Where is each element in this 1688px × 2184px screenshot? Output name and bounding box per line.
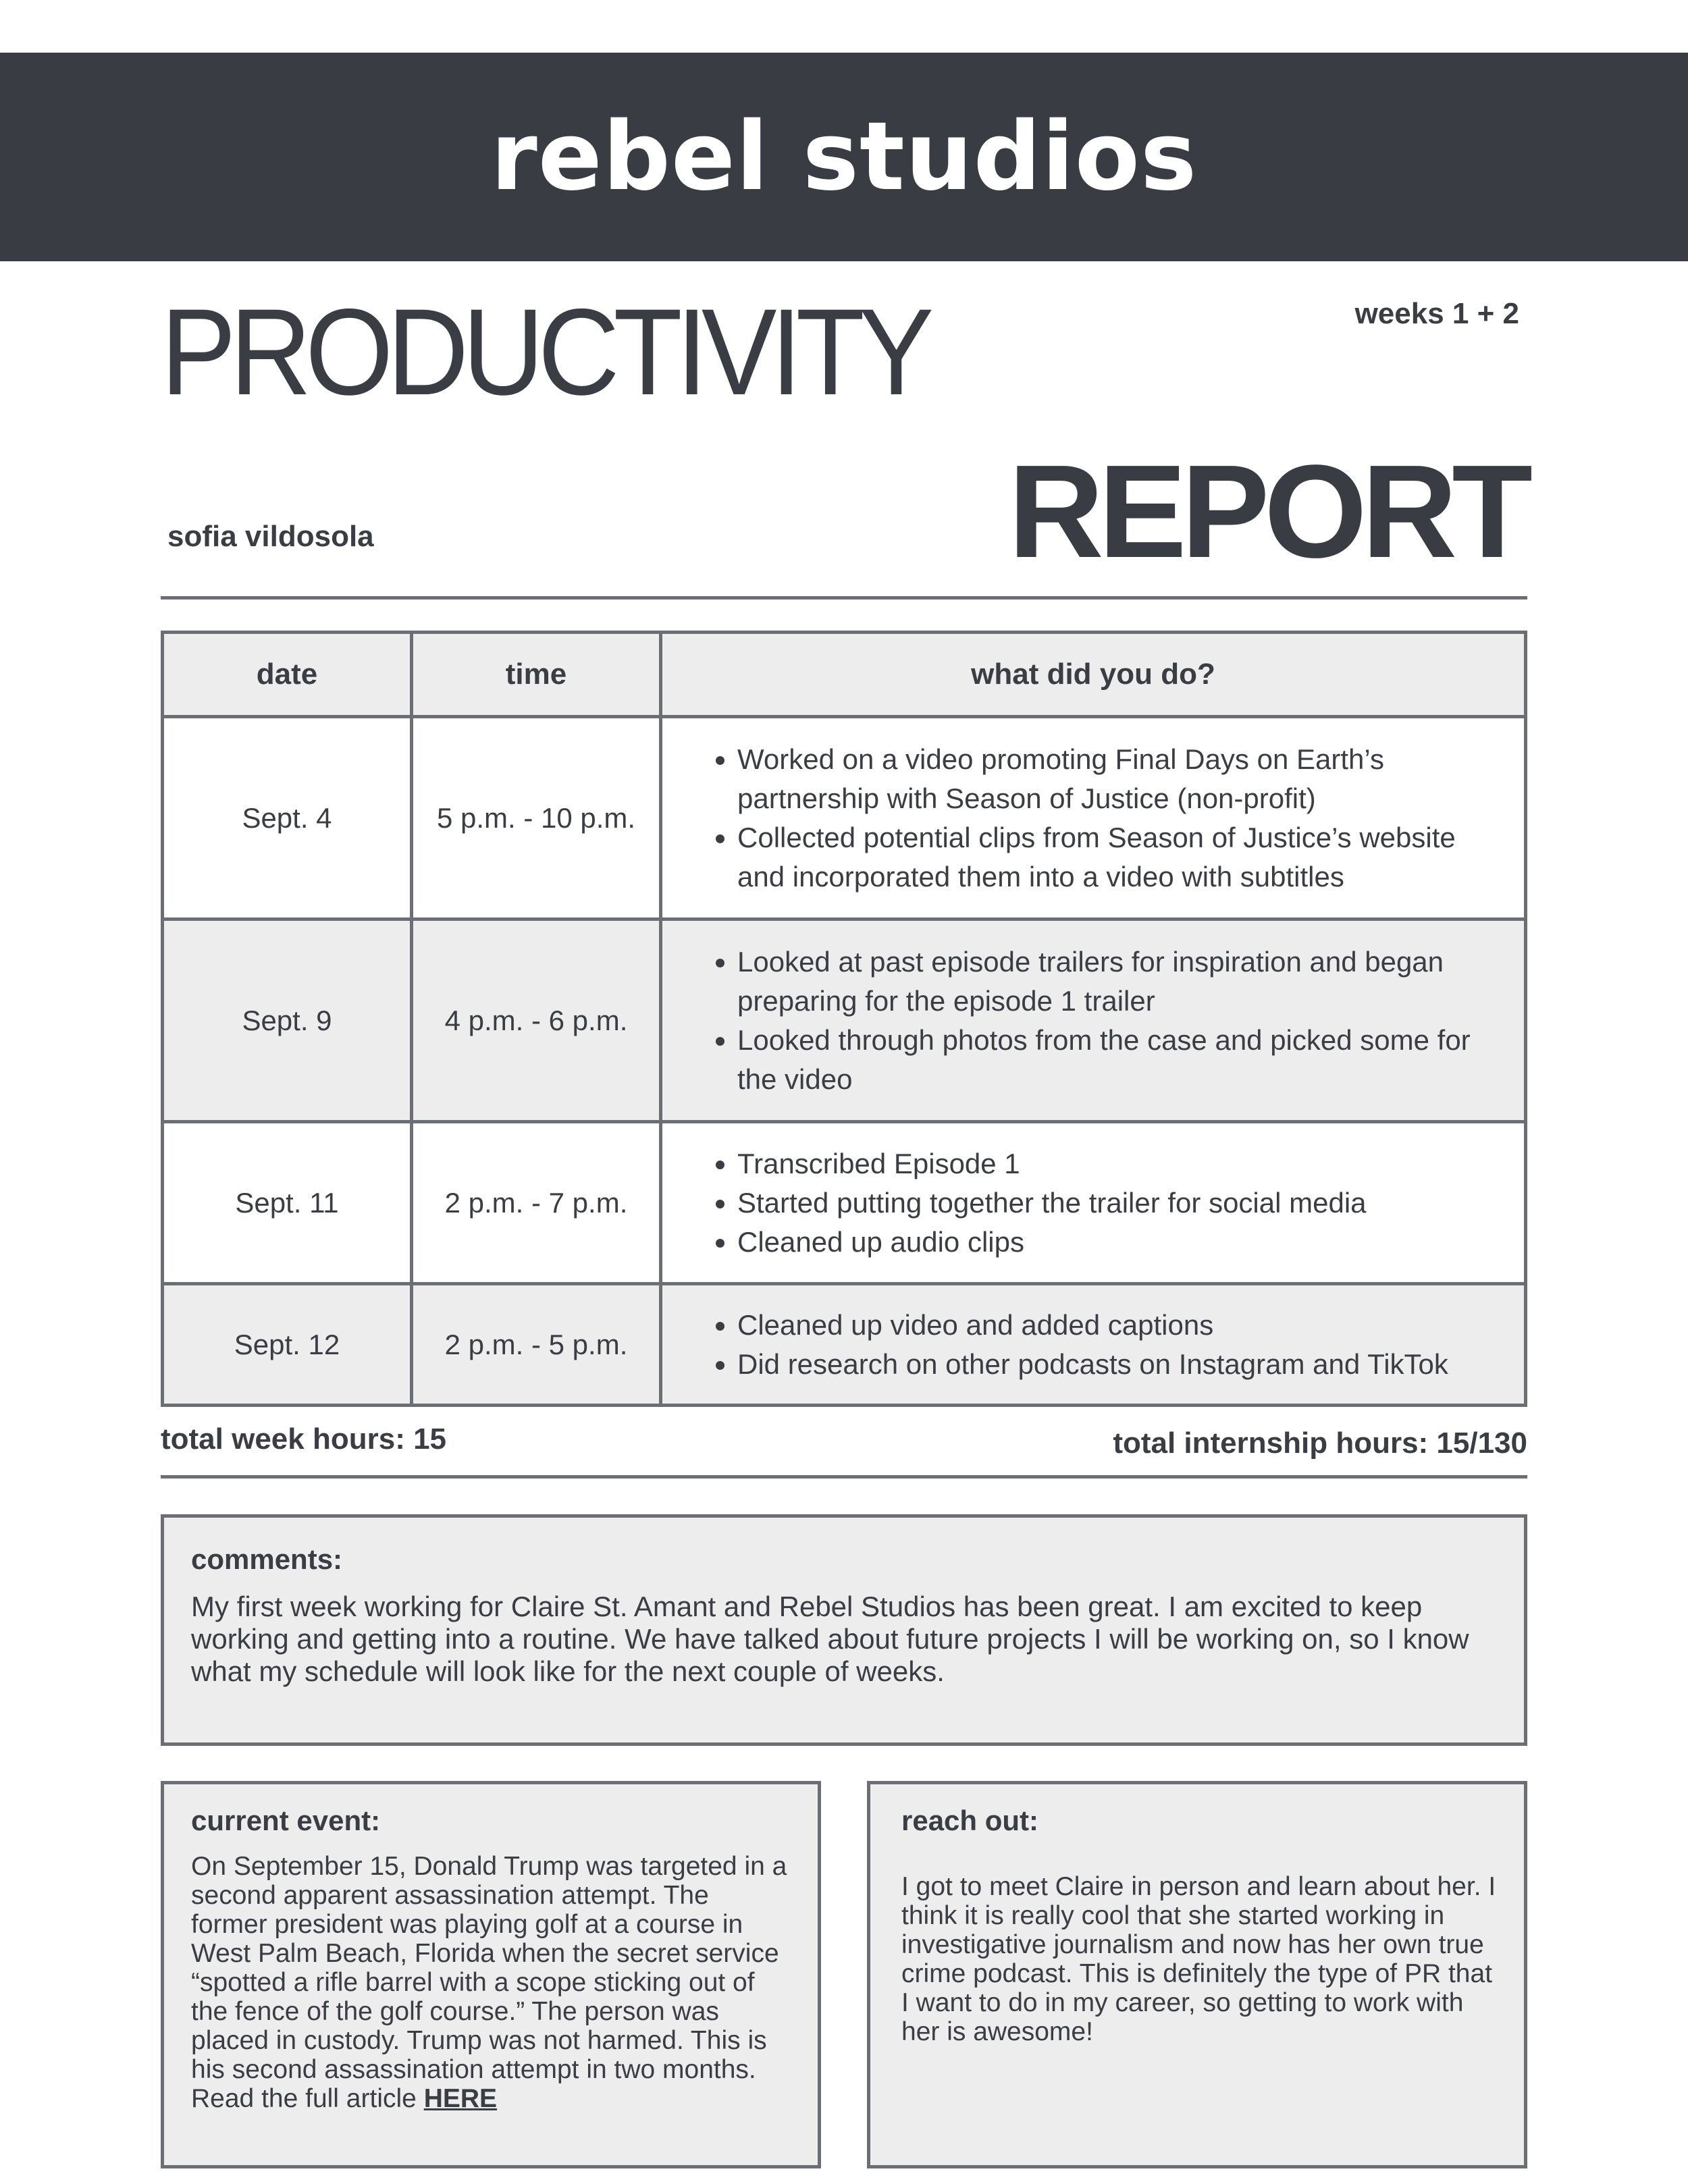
current-event-heading: current event:: [191, 1805, 381, 1836]
comments-heading: comments:: [191, 1543, 343, 1575]
task-item: • Looked at past episode trailers for inspiration and began preparing for the episode 1 trailer: [737, 942, 1523, 1021]
report-title-productivity: PRODUCTIVITY: [161, 283, 928, 421]
column-header-tasks: what did you do?: [661, 633, 1526, 717]
table-header-row: [163, 633, 1526, 717]
brand-title: rebel studios: [490, 102, 1198, 212]
task-item: • Started putting together the trailer for social media: [737, 1183, 1523, 1223]
weeks-label: weeks 1 + 2: [1354, 297, 1519, 330]
task-item: • Worked on a video promoting Final Days on Earth’s partnership with Season of Justice (non-profit): [737, 740, 1523, 818]
row-tasks: [661, 1122, 1526, 1284]
row-time: 4 p.m. - 6 p.m.: [412, 920, 661, 1122]
divider-top: [161, 596, 1527, 600]
row-date: Sept. 12: [163, 1284, 412, 1406]
current-event-text: On September 15, Donald Trump was targeted in a second apparent assassination attempt. The former president was playing golf at a course in West Palm Beach, Florida when the secret service “spotted a rifle barrel with a scope sticking out of the fence of the golf course.” The person was placed in custody. Trump was not harmed. This is his second assassination attempt in two months.: [191, 1852, 787, 2084]
article-link[interactable]: HERE: [423, 2084, 498, 2113]
row-tasks: [661, 920, 1526, 1122]
report-title-report: REPORT: [1008, 437, 1527, 585]
row-date: Sept. 9: [163, 920, 412, 1122]
row-time: 5 p.m. - 10 p.m.: [412, 717, 661, 920]
row-tasks: [661, 717, 1526, 920]
current-event-box: [161, 1781, 821, 2168]
activity-table: [161, 631, 1527, 1407]
table-row: [163, 920, 1526, 1122]
task-item: • Cleaned up audio clips: [737, 1223, 1523, 1262]
task-item: • Transcribed Episode 1: [737, 1144, 1523, 1183]
header-banner: [0, 53, 1688, 261]
column-header-date: date: [163, 633, 412, 717]
task-item: • Collected potential clips from Season of Justice’s website and incorporated them into a video with subtitles: [737, 818, 1523, 897]
article-link-prefix: Read the full article: [191, 2084, 424, 2113]
comments-box: [161, 1514, 1527, 1746]
divider-bottom: [161, 1475, 1527, 1479]
row-tasks: [661, 1284, 1526, 1406]
comments-text: My first week working for Claire St. Amant and Rebel Studios has been great. I am excited to keep working and getting into a routine. We have talked about future projects I will be working on, so I know what my schedule will look like for the next couple of weeks.: [191, 1591, 1469, 1687]
row-date: Sept. 4: [163, 717, 412, 920]
reach-out-box: [867, 1781, 1527, 2168]
reach-out-text: I got to meet Claire in person and learn about her. I think it is really cool that she started working in investigative journalism and now has her own true crime podcast. This is definitely the type of PR that I want to do in my career, so getting to work with her is awesome!: [901, 1872, 1496, 2046]
table-row: [163, 717, 1526, 920]
table-row: [163, 1122, 1526, 1284]
task-item: • Looked through photos from the case and picked some for the video: [737, 1021, 1523, 1099]
task-item: • Cleaned up video and added captions: [737, 1306, 1523, 1345]
total-internship-hours: total internship hours: 15/130: [1113, 1427, 1527, 1460]
row-time: 2 p.m. - 7 p.m.: [412, 1122, 661, 1284]
table-row: [163, 1284, 1526, 1406]
row-date: Sept. 11: [163, 1122, 412, 1284]
reach-out-heading: reach out:: [901, 1805, 1039, 1836]
task-item: • Did research on other podcasts on Instagram and TikTok: [737, 1345, 1523, 1384]
author-name: sofia vildosola: [167, 520, 374, 553]
column-header-time: time: [412, 633, 661, 717]
total-week-hours: total week hours: 15: [161, 1422, 447, 1456]
row-time: 2 p.m. - 5 p.m.: [412, 1284, 661, 1406]
